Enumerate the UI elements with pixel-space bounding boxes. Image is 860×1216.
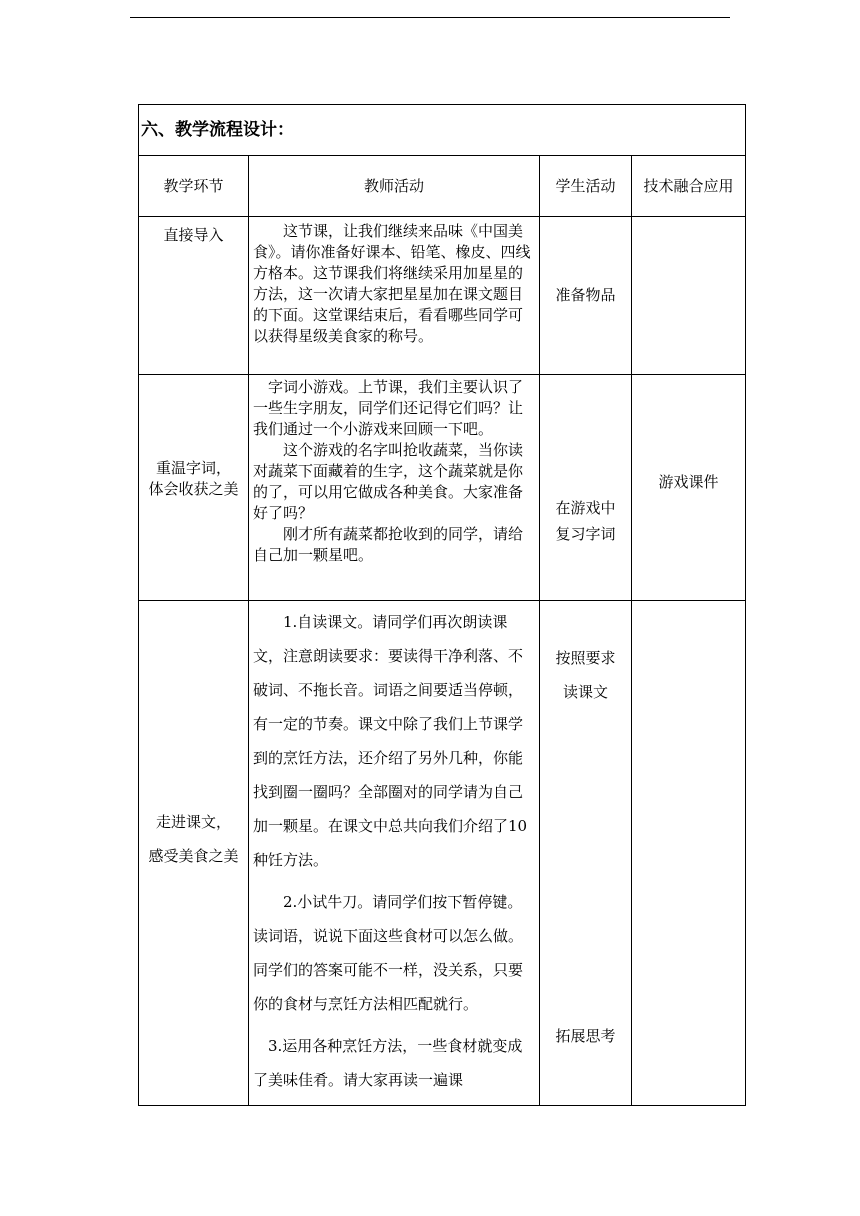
teaching-process-table — [138, 104, 746, 1106]
student-activity-cell — [540, 375, 632, 601]
teacher-paragraph: 刚才所有蔬菜都抢收到的同学，请给自己加一颗星吧。 — [253, 525, 524, 564]
stage-text — [139, 601, 248, 873]
section-title: 六、教学流程设计： — [139, 105, 746, 156]
teacher-activity-cell — [249, 217, 540, 375]
student-text — [540, 601, 631, 709]
stage-cell — [139, 601, 249, 1106]
stage-text: 直接导入 — [163, 226, 224, 244]
student-text: 拓展思考 — [555, 1027, 616, 1045]
stage-cell — [139, 217, 249, 375]
teacher-paragraph: 字词小游戏。上节课，我们主要认识了一些生字朋友，同学们还记得它们吗？让我们通过一个小游戏来回顾一下吧。 — [253, 378, 524, 438]
student-activity-cell — [540, 217, 632, 375]
teacher-activity-cell — [249, 375, 540, 601]
header-row — [139, 156, 746, 217]
tech-cell — [632, 601, 746, 1106]
stage-line: 走进课文， — [155, 813, 231, 831]
student-line: 按照要求 — [555, 649, 616, 667]
header-teacher: 教师活动 — [249, 156, 540, 217]
student-line: 在游戏中 — [555, 499, 616, 517]
header-rule — [130, 17, 730, 18]
stage-line: 感受美食之美 — [148, 847, 239, 865]
stage-text — [139, 458, 248, 500]
header-stage: 教学环节 — [139, 156, 249, 217]
teacher-paragraph: 1.自读课文。请同学们再次朗读课文，注意朗读要求：要读得干净利落、不破词、不拖长音。词语之间要适当停顿，有一定的节奏。课文中除了我们上节课学到的烹饪方法，还介绍了另外几种，你能找到圈一圈吗？全部圈对的同学请为自己加一颗星。在课文中总共向我们介绍了10种饪方法。 — [253, 613, 528, 869]
header-student: 学生活动 — [540, 156, 632, 217]
student-line: 读课文 — [562, 683, 608, 701]
teacher-paragraph: 3.运用各种烹饪方法，一些食材就变成了美味佳肴。请大家再读一遍课 — [253, 1037, 523, 1089]
teacher-paragraph: 这个游戏的名字叫抢收蔬菜，当你读对蔬菜下面藏着的生字，这个蔬菜就是你的了，可以用它做成各种美食。大家准备好了吗？ — [253, 441, 524, 522]
tech-text: 游戏课件 — [658, 473, 719, 491]
tech-cell — [632, 217, 746, 375]
student-text — [540, 375, 631, 547]
stage-cell — [139, 375, 249, 601]
student-text: 准备物品 — [555, 286, 616, 304]
teacher-paragraph: 2.小试牛刀。请同学们按下暂停键。读词语，说说下面这些食材可以怎么做。同学们的答案可能不一样，没关系，只要你的食材与烹饪方法相匹配就行。 — [253, 893, 524, 1013]
teacher-activity-cell — [249, 601, 540, 1106]
header-tech: 技术融合应用 — [632, 156, 746, 217]
stage-line: 重温字词， — [155, 458, 231, 477]
table-row — [139, 217, 746, 375]
table-row — [139, 375, 746, 601]
stage-line: 体会收获之美 — [148, 479, 239, 498]
student-line: 复习字词 — [555, 525, 616, 543]
tech-cell — [632, 375, 746, 601]
student-activity-cell — [540, 601, 632, 1106]
title-row — [139, 105, 746, 156]
teacher-paragraph: 这节课，让我们继续来品味《中国美食》。请你准备好课本、铅笔、橡皮、四线方格本。这节课我们将继续采用加星星的方法，这一次请大家把星星加在课文题目的下面。这堂课结束后，看看哪些同学可以获得星级美食家的称号。 — [253, 222, 531, 345]
table-row — [139, 601, 746, 1106]
